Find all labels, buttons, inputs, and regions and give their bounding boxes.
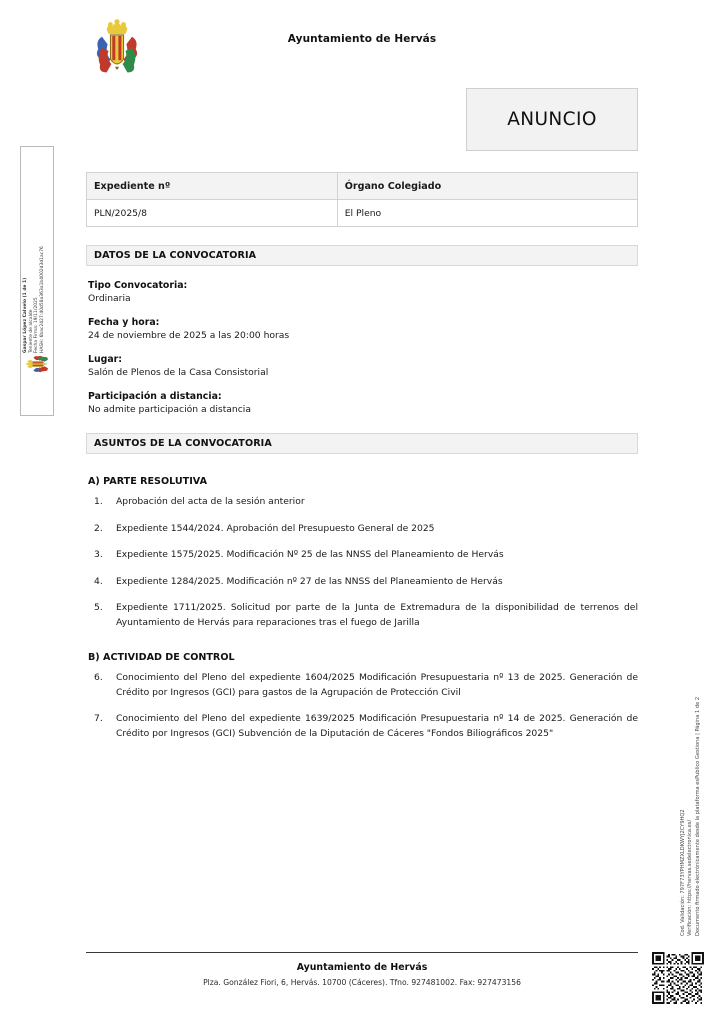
- section-band-asuntos: ASUNTOS DE LA CONVOCATORIA: [86, 433, 638, 454]
- signature-signer: Gaspar López Calvelo (1 de 1): [23, 277, 28, 353]
- list-item-number: 4.: [94, 575, 103, 587]
- footer-address: Plza. González Fiori, 6, Hervás. 10700 (Cáceres). Tfno. 927481002. Fax: 927473156: [203, 978, 521, 987]
- field-label: Tipo Convocatoria:: [88, 280, 188, 291]
- qr-code-icon[interactable]: [652, 952, 704, 1004]
- field-lugar: [88, 354, 638, 378]
- list-item-number: 7.: [94, 713, 103, 724]
- signature-sidebar: [20, 146, 54, 416]
- signature-text-wrapper: [21, 147, 54, 357]
- field-value: Salón de Plenos de la Casa Consistorial: [88, 367, 269, 378]
- list-item: [88, 522, 638, 537]
- anuncio-row: [86, 74, 638, 170]
- coat-of-arms-icon: [88, 18, 146, 78]
- signature-date: Fecha Firma: 19/11/2025: [34, 297, 40, 353]
- field-fecha-hora: [88, 317, 638, 341]
- list-item-text: Conocimiento del Pleno del expediente 1639/2025 Modificación Presupuestaria nº 14 de 2025. Generación de Crédito por Ingresos (GCI) Subvención de la Diputación de Cáceres "Fondos Biliográficos 2025": [116, 713, 638, 739]
- signature-hash: HASH: 6bac2427:40d58a363a1b4002d3d1ac76: [39, 246, 45, 353]
- list-item-text: Expediente 1575/2025. Modificación Nº 25 de las NNSS del Planeamiento de Hervás: [116, 549, 504, 560]
- field-label: Participación a distancia:: [88, 391, 222, 402]
- validation-url[interactable]: Verificación: https://hervas.sedelectronica.es/: [687, 819, 694, 936]
- footer-divider: [86, 952, 638, 953]
- expediente-table: [86, 172, 638, 227]
- cell-expediente-numero: PLN/2025/8: [87, 200, 338, 227]
- field-value: No admite participación a distancia: [88, 404, 251, 415]
- list-item-number: 5.: [94, 602, 103, 613]
- list-item: [88, 671, 638, 700]
- signature-role: Teniente de alcalde: [28, 309, 34, 353]
- validation-text-block: [680, 600, 702, 936]
- table-header-row: [87, 173, 638, 200]
- convocatoria-fields: [86, 280, 638, 415]
- field-tipo-convocatoria: [88, 280, 638, 304]
- list-item: [88, 575, 638, 590]
- list-item: [88, 601, 638, 630]
- validation-code: Cod. Validación: 797F73YPHMZXLDKWYJ2CY9HQ2: [680, 809, 686, 936]
- list-item-text: Expediente 1544/2024. Aprobación del Presupuesto General de 2025: [116, 522, 435, 534]
- list-item-number: 3.: [94, 549, 103, 560]
- table-row: [87, 200, 638, 227]
- list-item-number: 2.: [94, 522, 103, 534]
- field-value: 24 de noviembre de 2025 a las 20:00 horas: [88, 330, 290, 341]
- anuncio-badge: ANUNCIO: [466, 88, 638, 151]
- document-footer: [86, 952, 638, 987]
- field-value: Ordinaria: [88, 293, 131, 304]
- field-participacion-distancia: [88, 391, 638, 415]
- list-item-text: Conocimiento del Pleno del expediente 1604/2025 Modificación Presupuestaria nº 13 de 2025. Generación de Crédito por Ingresos (GCI) para gastos de la Agrupación de Protección Civil: [116, 672, 638, 698]
- page-title: Ayuntamiento de Hervás: [287, 33, 437, 45]
- validation-statement: Documento firmado electrónicamente desde la plataforma esPublico Gestiona | Página 1 de 2: [694, 696, 701, 936]
- agenda-group-b-title: B) ACTIVIDAD DE CONTROL: [88, 652, 235, 663]
- field-label: Fecha y hora:: [88, 317, 160, 328]
- document-header: [86, 0, 638, 74]
- list-item-text: Aprobación del acta de la sesión anterior: [116, 496, 305, 507]
- list-item: [88, 712, 638, 741]
- agenda-list-a: [88, 495, 638, 630]
- list-item-number: 1.: [94, 496, 103, 507]
- list-item: [88, 495, 638, 510]
- column-header-organo: Órgano Colegiado: [337, 173, 637, 200]
- list-item-number: 6.: [94, 672, 103, 683]
- list-item: [88, 548, 638, 563]
- section-band-datos: DATOS DE LA CONVOCATORIA: [86, 245, 638, 266]
- list-item-text: Expediente 1284/2025. Modificación nº 27 de las NNSS del Planeamiento de Hervás: [116, 575, 503, 587]
- list-item-text: Expediente 1711/2025. Solicitud por parte de la Junta de Extremadura de la disponibilidad de terrenos del Ayuntamiento de Hervás para reparaciones tras el fuego de Jarilla: [116, 602, 638, 628]
- validation-sidebar: [676, 600, 706, 940]
- footer-title: Ayuntamiento de Hervás: [296, 962, 428, 973]
- cell-organo-colegiado: El Pleno: [337, 200, 637, 227]
- signature-text-block: [23, 147, 45, 353]
- field-label: Lugar:: [88, 354, 123, 365]
- column-header-expediente: Expediente nº: [87, 173, 338, 200]
- agenda-section: [86, 476, 638, 741]
- agenda-group-a-title: A) PARTE RESOLUTIVA: [88, 476, 207, 487]
- coat-of-arms-icon: [25, 353, 51, 375]
- document-body: [86, 0, 638, 753]
- agenda-list-b: [88, 671, 638, 741]
